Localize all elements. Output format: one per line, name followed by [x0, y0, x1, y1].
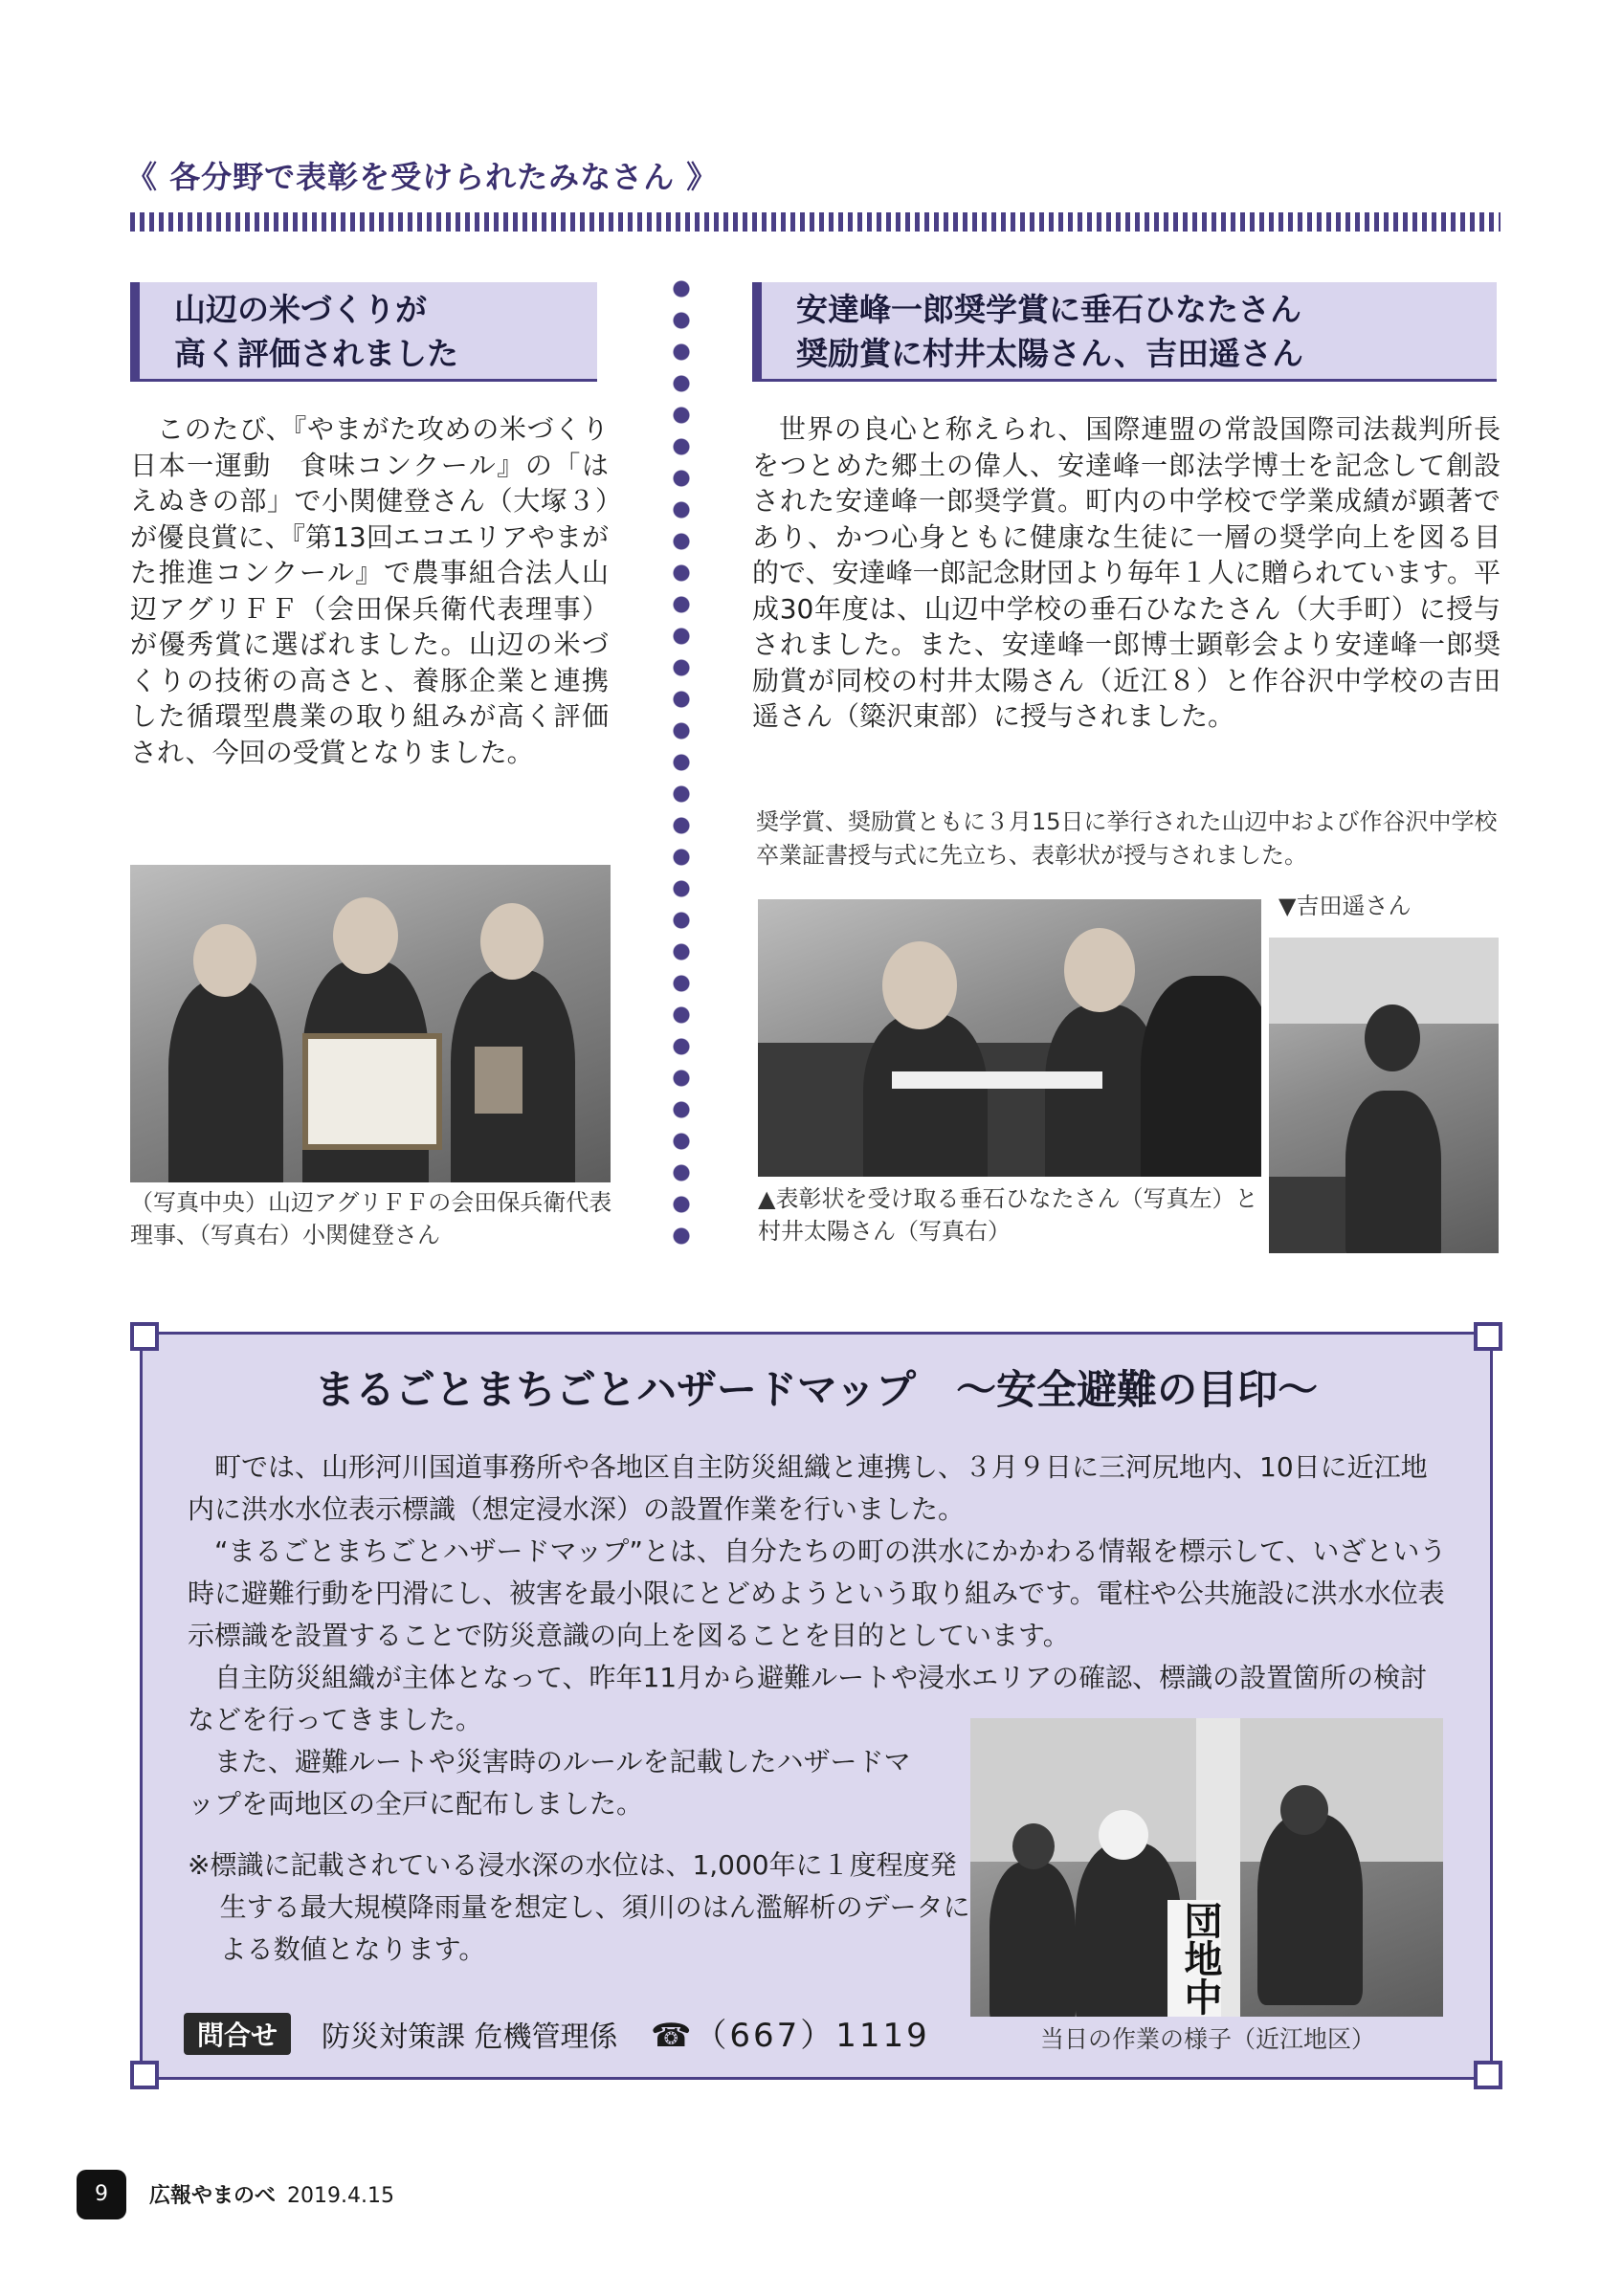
section-title: 《 各分野で表彰を受けられたみなさん 》	[126, 159, 719, 195]
right-article-body	[752, 411, 1501, 735]
right-article-caption: 奨学賞、奨励賞ともに３月15日に挙行された山辺中および作谷沢中学校卒業証書授与式に先立ち、表彰状が授与されました。	[756, 808, 1498, 869]
yoshida-photo-caption: ▼吉田遥さん	[1278, 893, 1412, 919]
section-divider	[130, 212, 1501, 232]
footer-publication	[149, 2179, 394, 2209]
right-headline-line-2: 奨励賞に村井太陽さん、吉田遥さん	[796, 335, 1303, 372]
hazard-work-photo	[970, 1718, 1443, 2017]
publication-date: 2019.4.15	[287, 2184, 394, 2208]
award-photo-agri	[130, 865, 611, 1182]
hazard-map-title: まるごとまちごとハザードマップ ～安全避難の目印～	[314, 1366, 1319, 1413]
left-photo-caption: （写真中央）山辺アグリＦＦの会田保兵衛代表理事、（写真右）小関健登さん	[130, 1189, 612, 1248]
left-headline-line-1: 山辺の米づくりが	[174, 291, 427, 328]
page-number: 9	[77, 2170, 126, 2219]
column-divider	[670, 277, 693, 1253]
right-article-headline	[752, 282, 1497, 382]
award-photo-yoshida	[1269, 938, 1499, 1253]
panel-corner-ornament	[1474, 2061, 1502, 2089]
panel-corner-ornament	[1474, 1322, 1502, 1351]
right-photo-caption: ▲表彰状を受け取る垂石ひなたさん（写真左）と村井太陽さん（写真右）	[758, 1185, 1258, 1245]
hazard-paragraph-1: 町では、山形河川国道事務所や各地区自主防災組織と連携し、３月９日に三河尻地内、10日に近江地内に洪水水位表示標識（想定浸水深）の設置作業を行いました。	[188, 1451, 1428, 1525]
right-headline-line-1: 安達峰一郎奨学賞に垂石ひなたさん	[796, 291, 1301, 328]
panel-corner-ornament	[130, 1322, 159, 1351]
hazard-photo-caption: 当日の作業の様子（近江地区）	[1039, 2025, 1375, 2053]
hazard-map-body-left	[188, 1741, 934, 1825]
contact-phone: ☎（667）1119	[651, 2017, 930, 2055]
left-article-paragraph: このたび、『やまがた攻めの米づくり日本一運動 食味コンクール』の「はえぬきの部」で小関健登さん（大塚３）が優良賞に、『第13回エコエリアやまがた推進コンクール』で農事組合法人山辺アグリＦＦ（会田保兵衛代表理事）が優秀賞に選ばれました。山辺の米づくりの技術の高さと、養豚企業と連携した循環型農業の取り組みが高く評価され、今回の受賞となりました。	[130, 413, 609, 768]
award-photo-tareishi	[758, 899, 1261, 1177]
right-article-paragraph: 世界の良心と称えられ、国際連盟の常設国際司法裁判所長をつとめた郷土の偉人、安達峰一郎法学博士を記念して創設された安達峰一郎奨学賞。町内の中学校で学業成績が顕著であり、かつ心身ともに健康な生徒に一層の奨学向上を図る目的で、安達峰一郎記念財団より毎年１人に贈られています。平成30年度は、山辺中学校の垂石ひなたさん（大手町）に授与されました。また、安達峰一郎博士顕彰会より安達峰一郎奨励賞が同校の村井太陽さん（近江８）と作谷沢中学校の吉田遥さん（簗沢東部）に授与されました。	[752, 413, 1501, 732]
hazard-paragraph-4: また、避難ルートや災害時のルールを記載したハザードマップを両地区の全戸に配布しました。	[188, 1746, 911, 1820]
hazard-paragraph-3: 自主防災組織が主体となって、昨年11月から避難ルートや浸水エリアの確認、標識の設置箇所の検討などを行ってきました。	[188, 1662, 1428, 1735]
hazard-map-body	[188, 1446, 1451, 1741]
hazard-note: ※標識に記載されている浸水深の水位は、1,000年に１度程度発生する最大規模降雨量を想定し、須川のはん濫解析のデータによる数値となります。	[188, 1849, 970, 1965]
publication-name: 広報やまのべ	[149, 2184, 277, 2208]
left-article-headline	[130, 282, 597, 382]
left-headline-line-2: 高く評価されました	[174, 335, 458, 372]
flood-sign: 団地中	[1167, 1900, 1221, 2017]
hazard-paragraph-2: “まるごとまちごとハザードマップ”とは、自分たちの町の洪水にかかわる情報を標示して、いざという時に避難行動を円滑にし、被害を最小限にとどめようという取り組みです。電柱や公共施設に洪水水位表示標識を設置することで防災意識の向上を図ることを目的としています。	[188, 1535, 1447, 1651]
left-article-body	[130, 411, 609, 770]
panel-corner-ornament	[130, 2061, 159, 2089]
contact-label: 問合せ	[184, 2013, 291, 2055]
contact-department: 防災対策課 危機管理係	[322, 2020, 618, 2054]
